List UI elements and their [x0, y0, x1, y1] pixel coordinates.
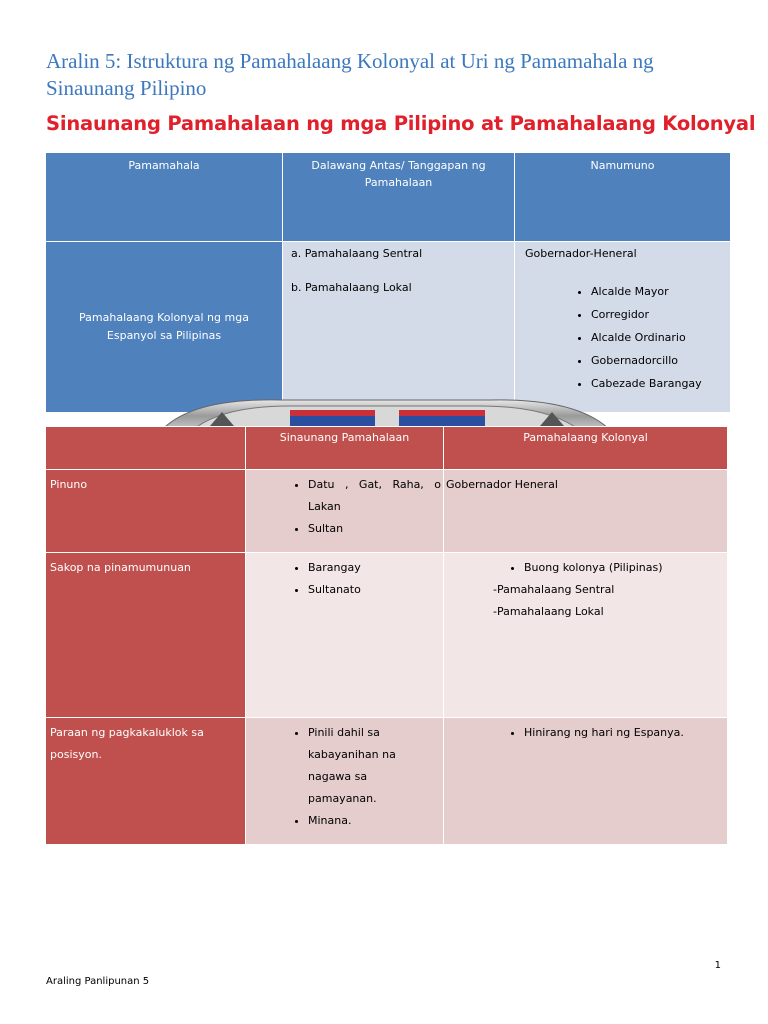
table1-header-row — [46, 153, 731, 242]
list-item: • Alcalde Ordinario — [591, 330, 720, 346]
lesson-title: Aralin 5: Istruktura ng Pamahalaang Kolonyal at Uri ng Pamamahala ng Sinaunang Pilipino — [46, 49, 654, 100]
list-item: • Gobernadorcillo — [591, 353, 720, 369]
table1-cell-namumuno — [515, 242, 731, 413]
antas-central: a. Pamahalaang Sentral — [291, 247, 423, 260]
list-item: • Cabezade Barangay — [591, 376, 720, 392]
list-item: • Datu , Gat, Raha, o Lakan — [308, 474, 441, 518]
namumuno-head: Gobernador-Heneral — [525, 247, 637, 260]
list-item: • Corregidor — [591, 307, 720, 323]
list-item: • Buong kolonya (Pilipinas) — [524, 557, 727, 579]
row-label-paraan: Paraan ng pagkakaluklok sa posisyon. — [46, 718, 246, 845]
page-number: 1 — [714, 960, 721, 971]
footer-subject: Araling Panlipunan 5 — [46, 976, 150, 987]
table-row — [46, 718, 728, 845]
list-item: • Sultan — [308, 518, 441, 540]
table2-header-row — [46, 427, 728, 470]
table1-header-pamamahala: Pamamahala — [46, 153, 283, 242]
section-title: Sinaunang Pamahalaan ng mga Pilipino at Pamahalaang Kolonyal — [46, 112, 756, 135]
table2-header-sinauna: Sinaunang Pamahalaan — [246, 427, 444, 470]
list-item: • Alcalde Mayor — [591, 284, 720, 300]
sub-item-sentral: -Pamahalaang Sentral — [493, 583, 615, 596]
table-row — [46, 470, 728, 553]
table1-row — [46, 242, 731, 413]
cell-sinauna-paraan — [246, 718, 444, 845]
table2-header-empty — [46, 427, 246, 470]
cell-kolonyal-pinuno: Gobernador Heneral — [444, 470, 728, 553]
list-item: • Hinirang ng hari ng Espanya. — [524, 722, 727, 744]
row-label-pinuno: Pinuno — [46, 470, 246, 553]
cell-kolonyal-sakop — [444, 553, 728, 718]
table1-header-namumuno: Namumuno — [515, 153, 731, 242]
antas-local: b. Pamahalaang Lokal — [291, 281, 412, 294]
table-row — [46, 553, 728, 718]
sub-item-lokal: -Pamahalaang Lokal — [493, 605, 604, 618]
list-item: • Barangay — [308, 557, 443, 579]
row-label-sakop: Sakop na pinamumunuan — [46, 553, 246, 718]
table1-cell-antas — [283, 242, 515, 413]
list-item: • Minana. — [308, 810, 413, 832]
list-item: • Sultanato — [308, 579, 443, 601]
comparison-table — [45, 426, 728, 845]
namumuno-list — [525, 284, 720, 392]
cell-sinauna-pinuno — [246, 470, 444, 553]
cell-sinauna-sakop — [246, 553, 444, 718]
list-item: • Pinili dahil sa kabayanihan na nagawa sa pamayanan. — [308, 722, 413, 810]
table2-header-kolonyal: Pamahalaang Kolonyal — [444, 427, 728, 470]
table1-header-antas: Dalawang Antas/ Tanggapan ng Pamahalaan — [283, 153, 515, 242]
cell-kolonyal-paraan — [444, 718, 728, 845]
table1-cell-pamamahala: Pamahalaang Kolonyal ng mga Espanyol sa Pilipinas — [46, 242, 283, 413]
government-structure-table — [45, 152, 731, 413]
